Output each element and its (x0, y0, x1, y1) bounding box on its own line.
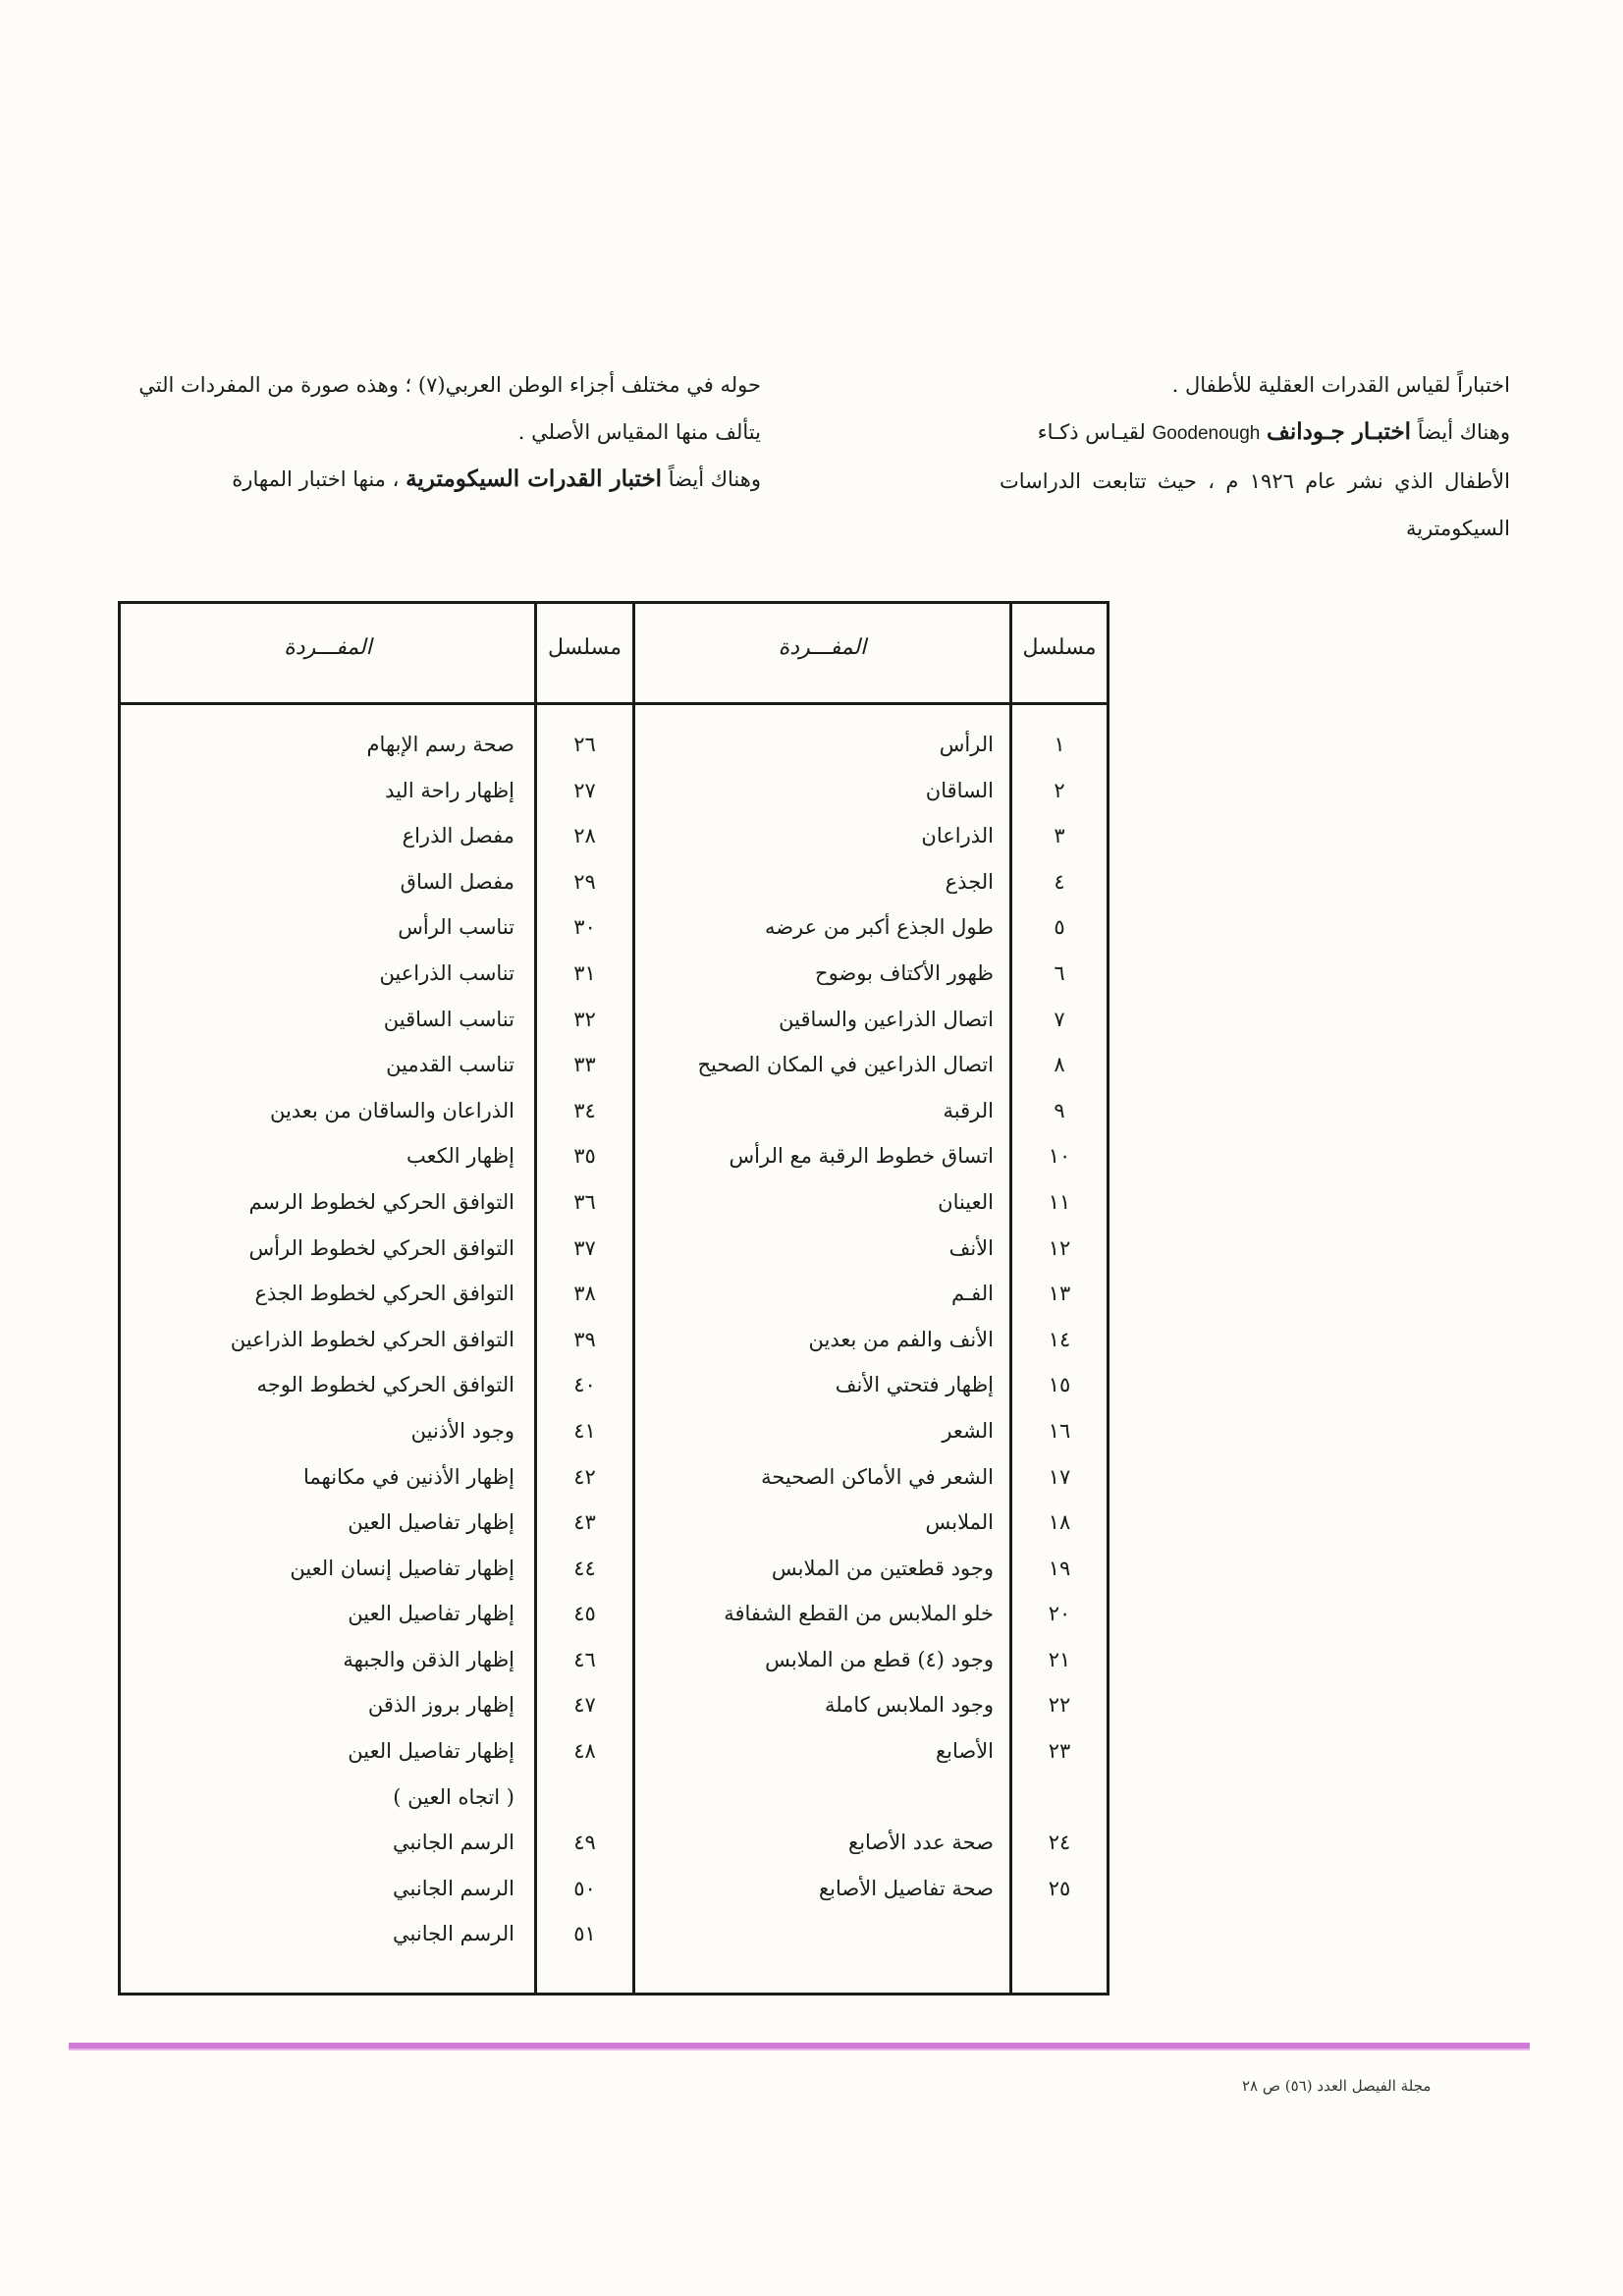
serial-number: ٣١ (573, 960, 596, 985)
item-text: اتصال الذراعين والساقين (779, 1007, 994, 1031)
item-text: الرقبة (943, 1098, 994, 1122)
item-text: صحة عدد الأصابع (848, 1831, 994, 1855)
item-text: التوافق الحركي لخطوط الوجه (256, 1373, 514, 1397)
serial-number: ٤٩ (573, 1831, 596, 1855)
item-text: الأنف (948, 1235, 994, 1260)
serial-number: ١ (1054, 733, 1065, 756)
serial-number: ٢٢ (1048, 1693, 1071, 1718)
item-text: الملابس (925, 1510, 994, 1535)
item-text: الجذع (945, 869, 994, 894)
item-text: إظهار تفاصيل العين (348, 1510, 514, 1535)
serial-number: ١٢ (1048, 1235, 1071, 1260)
item-text: الذراعان (921, 824, 994, 848)
item-text: ظهور الأكتاف بوضوح (815, 960, 994, 985)
serial-number: ١٧ (1048, 1464, 1071, 1489)
serial-number: ٤٤ (573, 1556, 596, 1580)
item-text: وجود (٤) قطع من الملابس (765, 1647, 994, 1671)
serial-number: ٣٦ (573, 1189, 596, 1214)
serial-number: ٤٢ (573, 1464, 596, 1489)
serial-number: ٩ (1054, 1098, 1065, 1122)
footer-caption: مجلة الفيصل العدد (٥٦) ص ٢٨ (1242, 2077, 1432, 2095)
serial-number: ١٩ (1048, 1556, 1071, 1580)
item-text: تناسب الساقين (383, 1007, 514, 1031)
item-text: الرسم الجانبي (393, 1876, 514, 1900)
serial-number: ٤٦ (573, 1647, 596, 1671)
item-text: مفصل الذراع (402, 824, 514, 848)
item-text: الذراعان والساقان من بعدين (269, 1098, 514, 1122)
serial-number: ٢٨ (573, 824, 596, 848)
serial-number: ٣ (1054, 824, 1065, 848)
serial-number: ٢٩ (573, 869, 596, 894)
item-text: إظهار تفاصيل إنسان العين (290, 1556, 514, 1580)
header-item: المفـــردة (778, 635, 867, 660)
item-text: اتساق خطوط الرقبة مع الرأس (729, 1144, 994, 1169)
intro-left-line-1: حوله في مختلف أجزاء الوطن العربي(٧) ؛ وهذه صورة من المفردات التي (138, 373, 761, 397)
item-text: الأنف والفم من بعدين (808, 1327, 994, 1351)
item-text: إظهار الكعب (406, 1144, 514, 1169)
items-table (118, 601, 1109, 1995)
serial-number: ٤٠ (573, 1373, 596, 1397)
serial-number: ٤٣ (573, 1510, 596, 1535)
serial-number: ٥١ (573, 1922, 596, 1946)
item-text: التوافق الحركي لخطوط الجذع (254, 1282, 514, 1306)
item-text: تناسب القدمين (386, 1053, 514, 1077)
item-text: الرسم الجانبي (393, 1922, 514, 1946)
item-text: إظهار الأذنين في مكانهما (303, 1464, 514, 1489)
serial-number: ٢٦ (573, 733, 596, 756)
test-name-psychometric: اختبار القدرات السيكومترية (406, 465, 663, 492)
item-text: الشعر في الأماكن الصحيحة (761, 1464, 994, 1489)
column-serial-2 (537, 722, 632, 1957)
serial-number: ٤ (1054, 869, 1065, 894)
serial-number: ٦ (1054, 960, 1065, 985)
item-text: تناسب الذراعين (379, 960, 514, 985)
item-text: الرأس (939, 733, 994, 756)
footer-rule (69, 2043, 1530, 2050)
item-text (635, 1775, 994, 1821)
serial-number: ٤١ (573, 1418, 596, 1443)
test-name-goodenough-en: Goodenough (1152, 423, 1261, 444)
serial-number: ٢٥ (1048, 1876, 1071, 1900)
item-text: إظهار بروز الذقن (367, 1693, 514, 1718)
item-text: خلو الملابس من القطع الشفافة (724, 1602, 994, 1626)
item-text: التوافق الحركي لخطوط الرأس (248, 1235, 514, 1260)
serial-number: ١٦ (1048, 1418, 1071, 1443)
test-name-goodenough-ar: اختبـار جـودانف (1267, 418, 1412, 445)
serial-number: ٢ (1054, 778, 1065, 802)
item-text: العينان (938, 1189, 994, 1214)
column-serial-1 (1012, 722, 1107, 1911)
serial-number: ٣٧ (573, 1235, 596, 1260)
serial-number: ٥٠ (573, 1876, 596, 1900)
serial-number (1012, 1775, 1107, 1821)
serial-number: ٢١ (1048, 1647, 1071, 1671)
intro-right-line-2 (1000, 409, 1510, 458)
item-text: إظهار تفاصيل العين (348, 1602, 514, 1626)
serial-number: ٤٧ (573, 1693, 596, 1718)
intro-right-column (1000, 361, 1510, 552)
serial-number: ٥ (1054, 915, 1065, 940)
item-text: وجود الملابس كاملة (824, 1693, 994, 1718)
serial-number: ٢٠ (1048, 1602, 1071, 1626)
intro-left-line-3-suffix: ، منها اختبار المهارة (232, 467, 400, 491)
serial-number: ٤٥ (573, 1602, 596, 1626)
intro-right-line-1: اختباراً لقياس القدرات العقلية للأطفال . (1171, 373, 1510, 397)
serial-number: ٣٠ (573, 915, 596, 940)
item-text: طول الجذع أكبر من عرضه (764, 915, 994, 940)
serial-number: ١٥ (1048, 1373, 1071, 1397)
serial-number: ٣٥ (573, 1144, 596, 1169)
item-text: الأصابع (935, 1739, 994, 1764)
item-text: تناسب الرأس (398, 915, 514, 940)
item-text: اتصال الذراعين في المكان الصحيح (697, 1053, 994, 1077)
item-text: صحة تفاصيل الأصابع (819, 1876, 994, 1900)
header-serial: مسلسل (548, 635, 622, 660)
item-text: الشعر (942, 1418, 994, 1443)
serial-number: ٣٨ (573, 1282, 596, 1306)
serial-number: ١٨ (1048, 1510, 1071, 1535)
intro-right-line-2-prefix: وهناك أيضاً (1417, 420, 1510, 444)
intro-left-column (113, 361, 761, 503)
item-text: صحة رسم الإبهام (366, 733, 514, 756)
item-text: مفصل الساق (400, 869, 514, 894)
intro-right-line-2-suffix: لقيـاس ذكـاء (1037, 420, 1146, 444)
column-items-1 (635, 722, 1009, 1911)
serial-number: ٢٤ (1048, 1831, 1071, 1855)
intro-left-line-3 (113, 456, 761, 503)
item-text: الفـم (951, 1282, 994, 1306)
serial-number: ٣٩ (573, 1327, 596, 1351)
intro-left-line-2: يتألف منها المقياس الأصلي . (517, 420, 761, 444)
item-text: الرسم الجانبي (393, 1831, 514, 1855)
intro-right-line-3: الأطفال الذي نشر عام ١٩٢٦ م ، حيث تتابعت الدراسات السيكومترية (1000, 469, 1510, 540)
serial-number: ١٣ (1048, 1282, 1071, 1306)
serial-number: ٧ (1054, 1007, 1065, 1031)
column-items-2 (122, 722, 534, 1957)
serial-number: ١١ (1048, 1189, 1071, 1214)
serial-number (537, 1775, 632, 1821)
item-text: الساقان (925, 778, 994, 802)
item-text: إظهار الذقن والجبهة (343, 1647, 514, 1671)
item-text: إظهار تفاصيل العين (348, 1739, 514, 1764)
serial-number: ٢٧ (573, 778, 596, 802)
serial-number: ٤٨ (573, 1739, 596, 1764)
intro-left-line-3-prefix: وهناك أيضاً (668, 467, 761, 491)
serial-number: ٣٢ (573, 1007, 596, 1031)
header-item: المفـــردة (284, 635, 372, 660)
serial-number: ٣٣ (573, 1053, 596, 1077)
item-text: ( اتجاه العين ) (393, 1784, 514, 1809)
item-text: وجود الأذنين (410, 1418, 514, 1443)
table-header-rule (121, 702, 1107, 705)
item-text: التوافق الحركي لخطوط الرسم (248, 1189, 514, 1214)
serial-number: ٢٣ (1048, 1739, 1071, 1764)
serial-number: ١٤ (1048, 1327, 1071, 1351)
item-text: إظهار فتحتي الأنف (835, 1373, 994, 1397)
item-text: وجود قطعتين من الملابس (771, 1556, 994, 1580)
serial-number: ٨ (1054, 1053, 1065, 1077)
serial-number: ٣٤ (573, 1098, 596, 1122)
header-serial: مسلسل (1022, 635, 1097, 660)
item-text: التوافق الحركي لخطوط الذراعين (230, 1327, 514, 1351)
serial-number: ١٠ (1048, 1144, 1071, 1169)
item-text: إظهار راحة اليد (385, 778, 514, 802)
